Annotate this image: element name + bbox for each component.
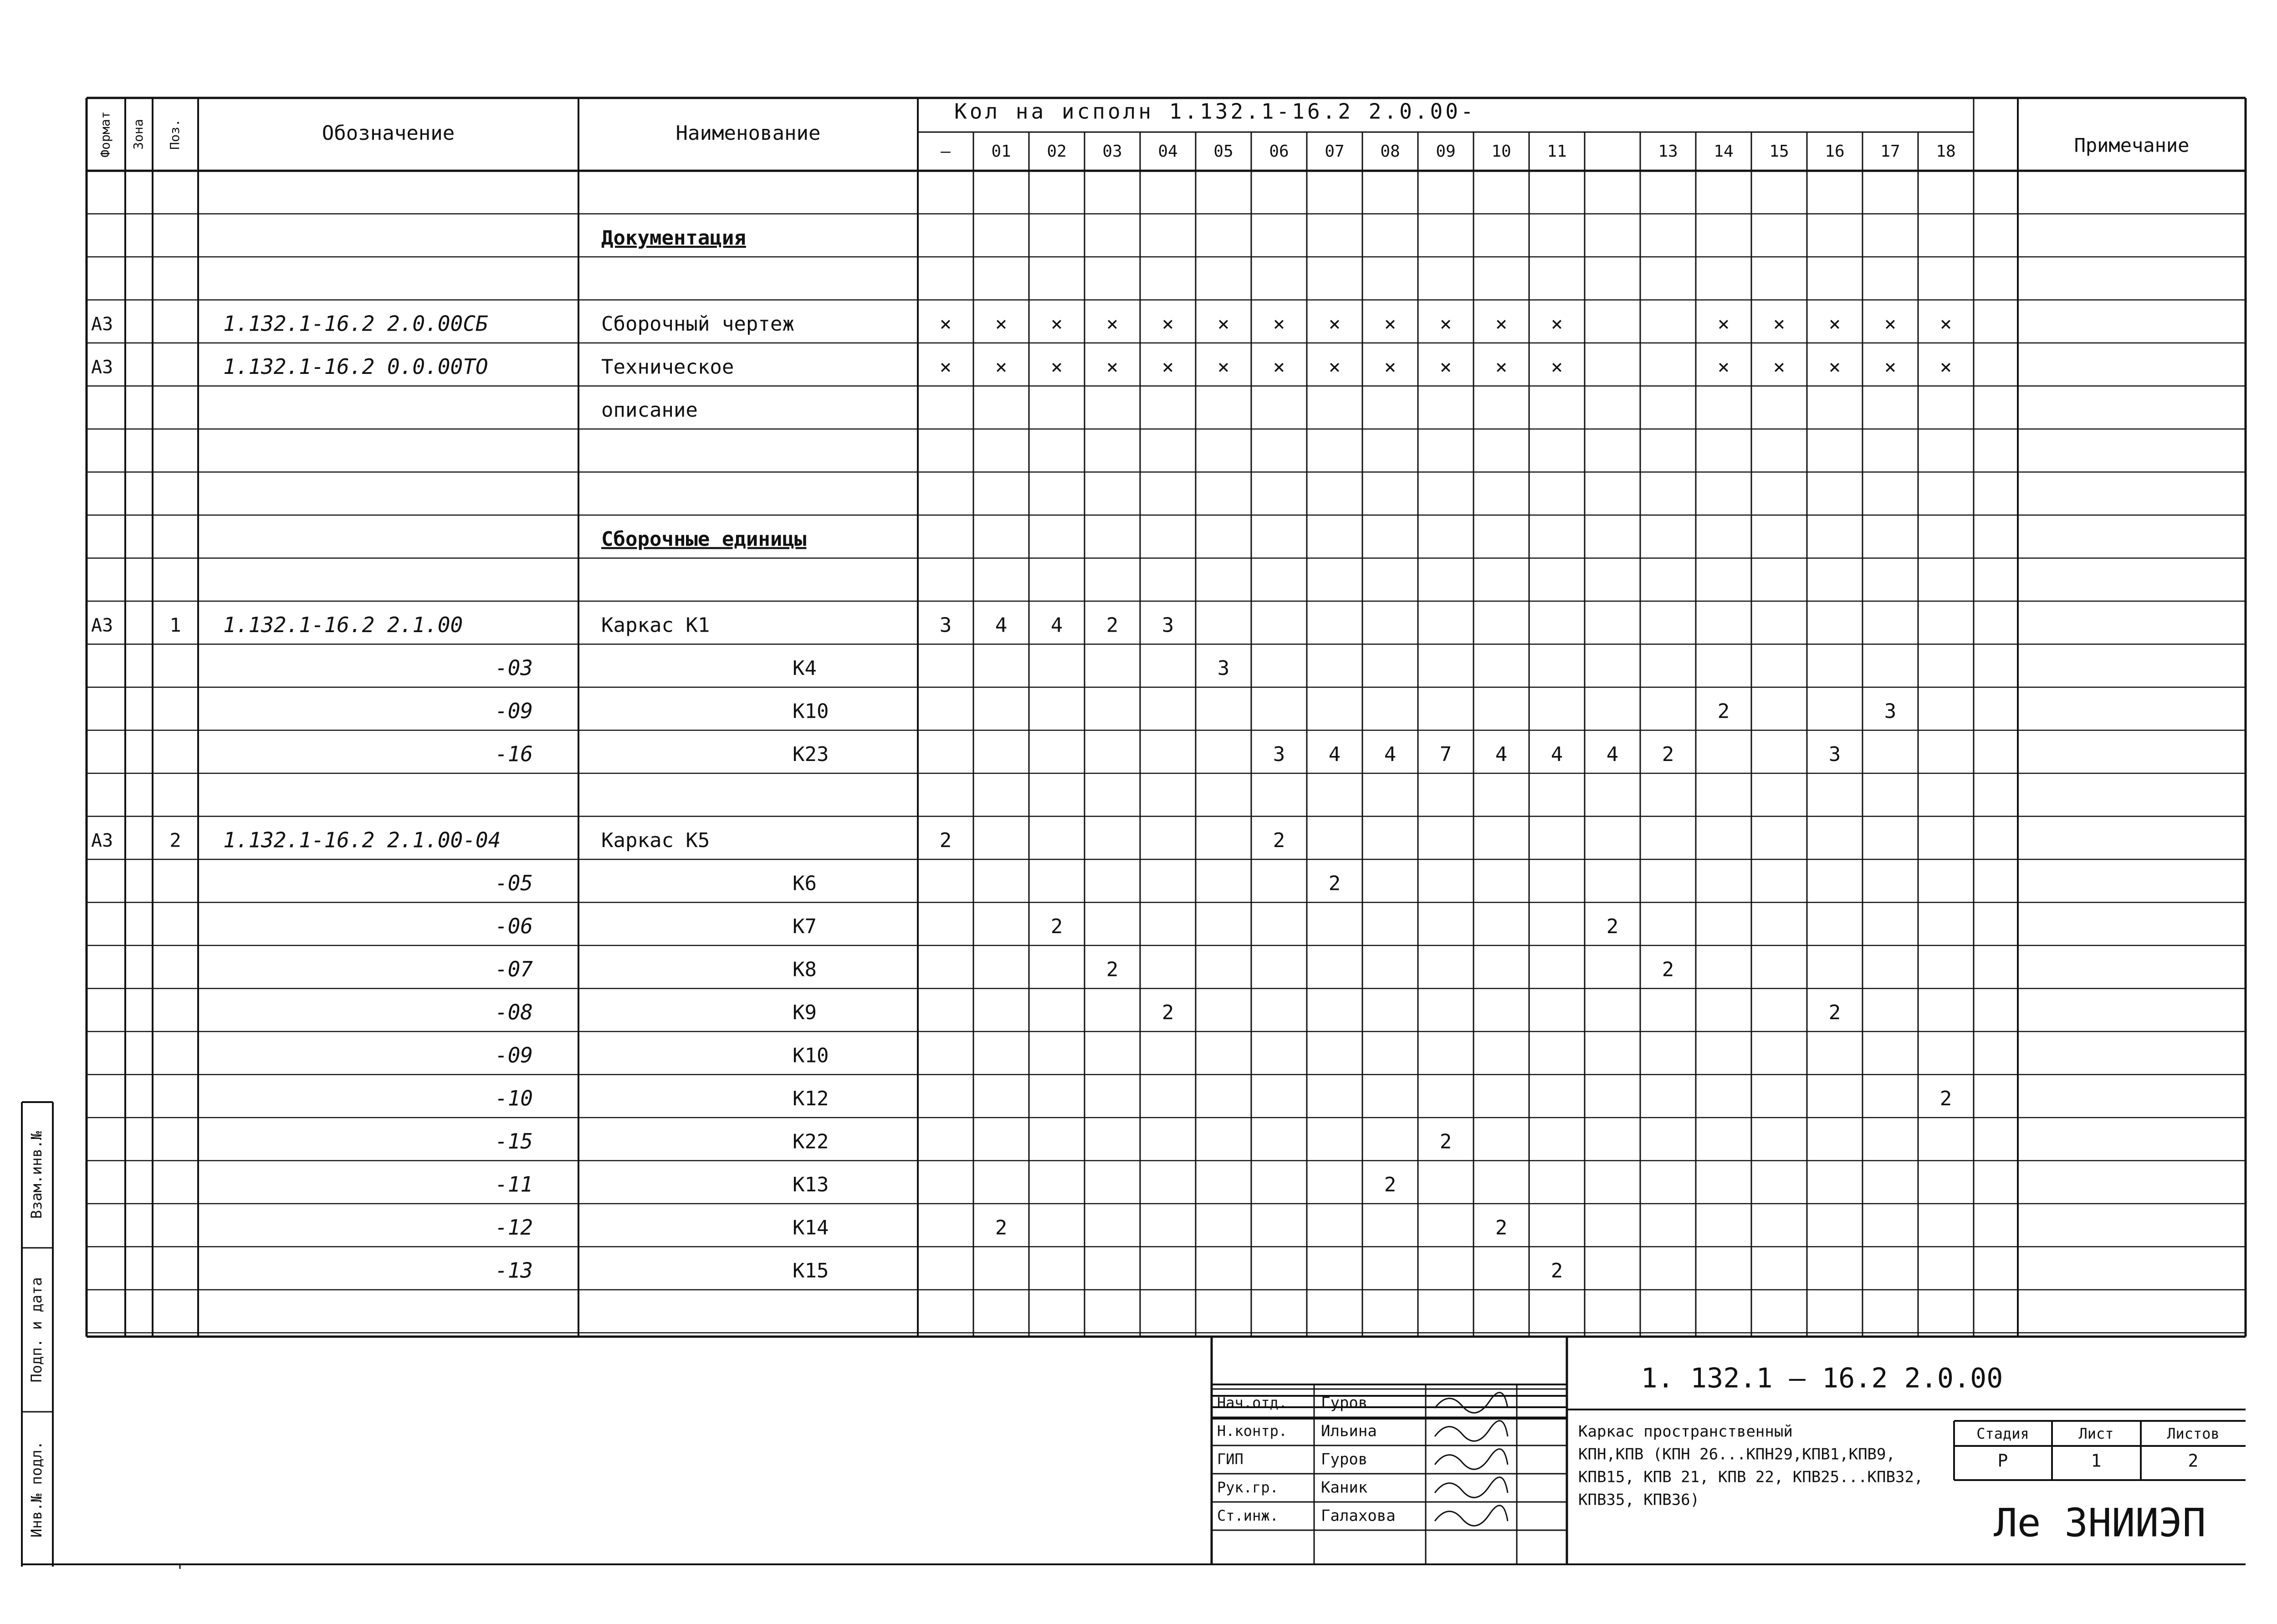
title-line: КПВ35, КПВ36): [1578, 1491, 1700, 1509]
section-heading: Сборочные единицы: [601, 527, 807, 551]
row-designation: -07: [495, 956, 533, 981]
row-designation: -03: [495, 655, 533, 680]
quantity-cell: ×: [1050, 312, 1063, 336]
quantity-cell: ×: [1939, 312, 1952, 336]
row-designation: -10: [495, 1086, 533, 1111]
sheet-label: Лист: [2078, 1425, 2114, 1442]
row-designation: -09: [495, 1042, 533, 1067]
signature-name: Ильина: [1321, 1422, 1377, 1440]
quantity-cell: 4: [1606, 742, 1619, 766]
signature-role: ГИП: [1217, 1450, 1243, 1468]
quantity-cell: ×: [1217, 312, 1230, 336]
row-position: 1: [169, 613, 181, 636]
quantity-cell: 2: [1106, 613, 1119, 637]
title-line: КПН,КПВ (КПН 26...КПН29,КПВ1,КПВ9,: [1578, 1445, 1895, 1464]
header-format: Формат: [97, 111, 113, 158]
signature-scribble: [1435, 1449, 1508, 1470]
header-exec-col: 01: [991, 142, 1011, 161]
header-exec-col: 05: [1213, 142, 1233, 161]
side-stamp-strip: [22, 1102, 53, 1567]
row-name: К7: [793, 914, 817, 938]
header-exec-col: 16: [1825, 142, 1845, 161]
quantity-cell: ×: [1550, 312, 1563, 336]
quantity-cell: ×: [1828, 312, 1841, 336]
quantity-cell: 2: [1384, 1173, 1397, 1196]
signature-name: Гуров: [1321, 1394, 1368, 1412]
header-qty-title: Кол на исполн 1.132.1-16.2 2.0.00-: [954, 99, 1476, 124]
quantity-cell: 3: [939, 613, 952, 637]
quantity-cell: ×: [1439, 355, 1452, 379]
quantity-cell: ×: [1162, 355, 1174, 379]
row-name: Техническое: [601, 355, 734, 379]
quantity-cell: ×: [1106, 355, 1119, 379]
quantity-cell: 2: [1328, 872, 1341, 895]
row-name: К8: [793, 958, 817, 981]
quantity-cell: ×: [1273, 312, 1285, 336]
signature-scribble: [1435, 1506, 1508, 1526]
quantity-cell: 3: [1217, 656, 1230, 680]
row-designation: -12: [495, 1215, 533, 1240]
quantity-cell: 2: [1828, 1001, 1841, 1024]
quantity-cell: 3: [1273, 742, 1285, 766]
header-exec-col: 14: [1714, 142, 1734, 161]
quantity-cell: 2: [1606, 914, 1619, 938]
quantity-cell: 2: [1550, 1259, 1563, 1282]
header-name: Наименование: [675, 122, 821, 145]
header-exec-col: 03: [1102, 142, 1122, 161]
header-exec-col: 08: [1380, 142, 1400, 161]
quantity-cell: 3: [1162, 613, 1174, 637]
row-name: К13: [793, 1173, 829, 1196]
signature-name: Гуров: [1321, 1450, 1368, 1469]
row-name: К22: [793, 1130, 829, 1154]
row-designation: -16: [495, 741, 533, 766]
row-designation: -13: [495, 1258, 533, 1283]
row-name: К14: [793, 1216, 829, 1240]
quantity-cell: 2: [939, 828, 952, 852]
quantity-cell: 2: [1162, 1001, 1174, 1024]
quantity-cell: ×: [995, 355, 1008, 379]
row-name: К9: [793, 1001, 817, 1024]
header-note: Примечание: [2074, 134, 2190, 157]
quantity-cell: ×: [995, 312, 1008, 336]
header-pos: Поз.: [167, 119, 182, 150]
quantity-cell: ×: [1495, 355, 1508, 379]
header-exec-col: 17: [1880, 142, 1900, 161]
signature-name: Каник: [1321, 1478, 1368, 1497]
document-code: 1. 132.1 — 16.2 2.0.00: [1641, 1362, 2003, 1394]
quantity-cell: 2: [1662, 958, 1674, 981]
quantity-cell: 2: [1106, 958, 1119, 981]
row-name: К10: [793, 700, 829, 723]
quantity-cell: 4: [1328, 742, 1341, 766]
quantity-cell: ×: [1550, 355, 1563, 379]
row-designation: -15: [495, 1129, 533, 1154]
quantity-cell: 2: [1050, 914, 1063, 938]
header-exec-col: 15: [1769, 142, 1789, 161]
quantity-cell: 2: [1662, 742, 1674, 766]
quantity-cell: ×: [939, 355, 952, 379]
signature-role: Ст.инж.: [1217, 1507, 1279, 1524]
sheets-value: 2: [2188, 1450, 2199, 1471]
row-name: Каркас К1: [601, 613, 710, 637]
quantity-cell: 2: [1717, 700, 1730, 723]
quantity-cell: ×: [1384, 355, 1397, 379]
quantity-cell: 4: [1495, 742, 1508, 766]
row-name: Сборочный чертеж: [601, 312, 794, 336]
row-position: 2: [169, 829, 181, 852]
quantity-cell: 3: [1828, 742, 1841, 766]
quantity-cell: 2: [1939, 1087, 1952, 1110]
header-exec-col: 11: [1547, 142, 1567, 161]
quantity-cell: ×: [939, 312, 952, 336]
header-exec-col: —: [941, 142, 951, 161]
quantity-cell: ×: [1939, 355, 1952, 379]
row-designation: 1.132.1-16.2 2.1.00: [223, 612, 463, 637]
row-name: К12: [793, 1087, 829, 1110]
quantity-cell: ×: [1884, 355, 1897, 379]
row-name: Каркас К5: [601, 828, 710, 852]
row-name: К15: [793, 1259, 829, 1282]
quantity-cell: ×: [1773, 312, 1786, 336]
header-exec-col: 18: [1936, 142, 1956, 161]
stage-value: Р: [1997, 1450, 2008, 1471]
row-name: описание: [601, 398, 698, 422]
header-exec-col: 13: [1658, 142, 1678, 161]
quantity-cell: 4: [995, 613, 1008, 637]
row-name: К6: [793, 872, 817, 895]
quantity-cell: ×: [1273, 355, 1285, 379]
header-exec-col: 02: [1047, 142, 1067, 161]
quantity-cell: 7: [1439, 742, 1452, 766]
row-format: A3: [91, 313, 113, 335]
quantity-cell: 2: [1273, 828, 1285, 852]
row-designation: 1.132.1-16.2 0.0.00ТО: [223, 354, 488, 379]
row-format: A3: [91, 357, 113, 378]
quantity-cell: ×: [1328, 312, 1341, 336]
row-designation: -08: [495, 1000, 533, 1025]
organization-name: Ле ЗНИИЭП: [1994, 1500, 2206, 1546]
quantity-cell: ×: [1328, 355, 1341, 379]
quantity-cell: 3: [1884, 700, 1897, 723]
title-line: Каркас пространственный: [1578, 1422, 1793, 1441]
signature-role: Нач.отд.: [1217, 1394, 1288, 1411]
header-exec-col: 04: [1158, 142, 1178, 161]
table-header: [98, 99, 2190, 161]
quantity-cell: ×: [1773, 355, 1786, 379]
quantity-cell: 2: [1439, 1130, 1452, 1154]
quantity-cell: ×: [1162, 312, 1174, 336]
row-format: A3: [91, 615, 113, 636]
sheet-value: 1: [2091, 1450, 2102, 1471]
quantity-cell: ×: [1884, 312, 1897, 336]
header-exec-col: 07: [1325, 142, 1345, 161]
quantity-cell: 2: [995, 1216, 1008, 1240]
section-heading: Документация: [601, 226, 746, 250]
row-format: A3: [91, 830, 113, 851]
quantity-cell: 4: [1384, 742, 1397, 766]
side-stamp-label: Подп. и дата: [28, 1277, 45, 1383]
row-designation: -06: [495, 914, 533, 939]
header-designation: Обозначение: [322, 122, 455, 145]
title-line: КПВ15, КПВ 21, КПВ 22, КПВ25...КПВ32,: [1578, 1468, 1924, 1486]
table-body: [91, 226, 1952, 1283]
header-exec-col: 09: [1436, 142, 1456, 161]
side-stamp-label: Инв.№ подл.: [28, 1441, 45, 1537]
row-designation: -11: [495, 1172, 533, 1197]
quantity-cell: ×: [1439, 312, 1452, 336]
quantity-cell: ×: [1495, 312, 1508, 336]
quantity-cell: 2: [1495, 1216, 1508, 1240]
signature-scribble: [1435, 1477, 1508, 1498]
quantity-cell: ×: [1106, 312, 1119, 336]
quantity-cell: ×: [1050, 355, 1063, 379]
row-name: К4: [793, 656, 817, 680]
row-name: К23: [793, 742, 829, 766]
signature-role: Рук.гр.: [1217, 1479, 1279, 1496]
header-zone: Зона: [131, 119, 146, 150]
quantity-cell: ×: [1717, 312, 1730, 336]
sheets-label: Листов: [2167, 1425, 2220, 1442]
row-designation: -05: [495, 870, 533, 895]
quantity-cell: ×: [1828, 355, 1841, 379]
row-name: К10: [793, 1044, 829, 1067]
header-exec-col: 10: [1491, 142, 1511, 161]
row-designation: -09: [495, 698, 533, 723]
side-stamp-label: Взам.инв.№: [28, 1131, 45, 1219]
row-designation: 1.132.1-16.2 2.1.00-04: [223, 827, 501, 853]
quantity-cell: ×: [1717, 355, 1730, 379]
quantity-cell: 4: [1050, 613, 1063, 637]
header-exec-col: 06: [1269, 142, 1289, 161]
quantity-cell: 4: [1550, 742, 1563, 766]
quantity-cell: ×: [1384, 312, 1397, 336]
row-designation: 1.132.1-16.2 2.0.00СБ: [223, 311, 488, 336]
stage-label: Стадия: [1976, 1425, 2029, 1442]
signature-name: Галахова: [1321, 1507, 1396, 1525]
title-block: [1212, 1337, 2246, 1564]
quantity-cell: ×: [1217, 355, 1230, 379]
signature-scribble: [1435, 1421, 1508, 1441]
signature-role: Н.контр.: [1217, 1422, 1288, 1440]
